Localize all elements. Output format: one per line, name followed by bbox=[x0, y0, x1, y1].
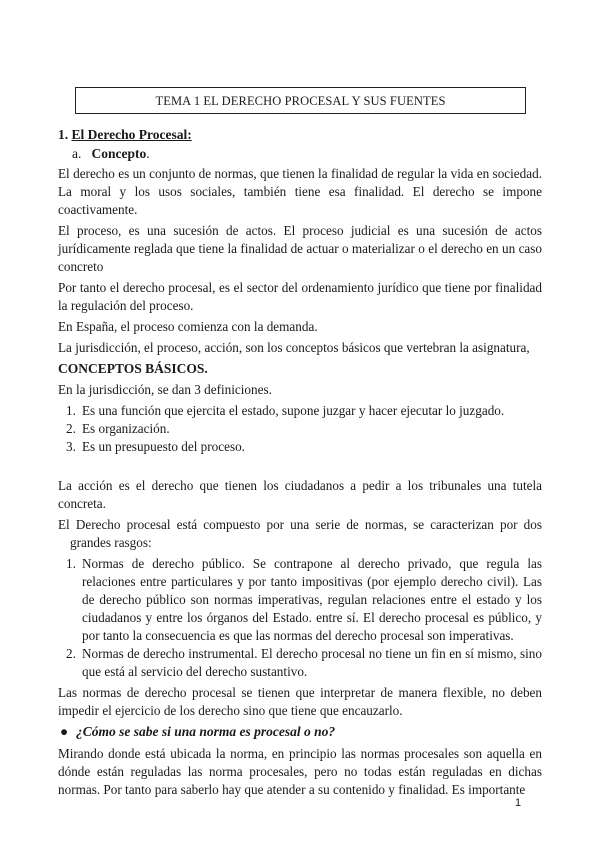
document-title: TEMA 1 EL DERECHO PROCESAL Y SUS FUENTES bbox=[75, 87, 526, 114]
document-body bbox=[58, 126, 542, 802]
list-item: 2. Es organización. bbox=[66, 421, 170, 436]
paragraph-derecho-procesal: Por tanto el derecho procesal, es el sector del ordenamiento jurídico que tiene por finalidad la regulación del proceso. bbox=[58, 280, 542, 313]
list-item: 3. Es un presupuesto del proceso. bbox=[66, 439, 245, 454]
paragraph-procesal-intro: El Derecho procesal está compuesto por una serie de normas, se caracterizan por dos grandes rasgos: bbox=[58, 517, 542, 550]
section-heading bbox=[58, 126, 542, 144]
paragraph-final: Mirando donde está ubicada la norma, en principio las normas procesales son aquella en dónde están reguladas las norma procesales, pero no todas están reguladas en dichas normas. Por tanto para saberlo hay que atender a su contenido y finalidad. Es importante bbox=[58, 746, 542, 797]
concepts-heading: CONCEPTOS BÁSICOS. bbox=[58, 361, 208, 376]
subsection-period: . bbox=[146, 146, 150, 161]
paragraph-interpretacion: Las normas de derecho procesal se tienen que interpretar de manera flexible, no deben impedir el ejercicio de los derecho sino que tiene que encauzarlo. bbox=[58, 685, 542, 718]
paragraph-derecho: El derecho es un conjunto de normas, que tienen la finalidad de regular la vida en sociedad. La moral y los usos sociales, también tiene esa finalidad. El derecho se impone coactivamente. bbox=[58, 166, 542, 217]
list-item: 1. Normas de derecho público. Se contrapone al derecho privado, que regula las relaciones entre particulares y por tanto impositivas (por ejemplo derecho civil). Las de derecho público son normas imperativas, regulan relaciones entre el estado y los ciudadanos y entre los órganos del Estado. entre sí. El derecho procesal es público, y por tanto la consecuencia es que las normas del derecho procesal son imperativas. bbox=[66, 556, 542, 643]
list-item: 1. Es una función que ejercita el estado, supone juzgar y hacer ejecutar lo juzgado. bbox=[66, 403, 505, 418]
jurisdiction-list bbox=[58, 402, 542, 456]
subsection-letter: a. bbox=[72, 146, 82, 161]
paragraph-espana: En España, el proceso comienza con la demanda. bbox=[58, 319, 318, 334]
question-heading bbox=[58, 723, 542, 741]
jurisdiction-intro: En la jurisdicción, se dan 3 definiciones. bbox=[58, 382, 272, 397]
subsection-heading bbox=[72, 145, 542, 163]
list-item: 2. Normas de derecho instrumental. El derecho procesal no tiene un fin en sí mismo, sino que está al servicio del derecho sustantivo. bbox=[66, 646, 542, 679]
paragraph-accion: La acción es el derecho que tienen los ciudadanos a pedir a los tribunales una tutela concreta. bbox=[58, 478, 542, 511]
page-number: 1 bbox=[515, 797, 522, 809]
paragraph-proceso: El proceso, es una sucesión de actos. El proceso judicial es una sucesión de actos jurídicamente reglada que tiene la finalidad de actuar o materializar o el derecho en un caso concreto bbox=[58, 223, 542, 274]
section-number: 1. bbox=[58, 127, 69, 142]
section-title: El Derecho Procesal: bbox=[71, 127, 192, 142]
paragraph-conceptos: La jurisdicción, el proceso, acción, son los conceptos básicos que vertebran la asignatura, bbox=[58, 340, 530, 355]
traits-list bbox=[58, 555, 542, 681]
bullet-icon: ● bbox=[60, 724, 69, 739]
subsection-title: Concepto bbox=[91, 146, 147, 161]
question-text: ¿Cómo se sabe si una norma es procesal o no? bbox=[76, 724, 336, 739]
